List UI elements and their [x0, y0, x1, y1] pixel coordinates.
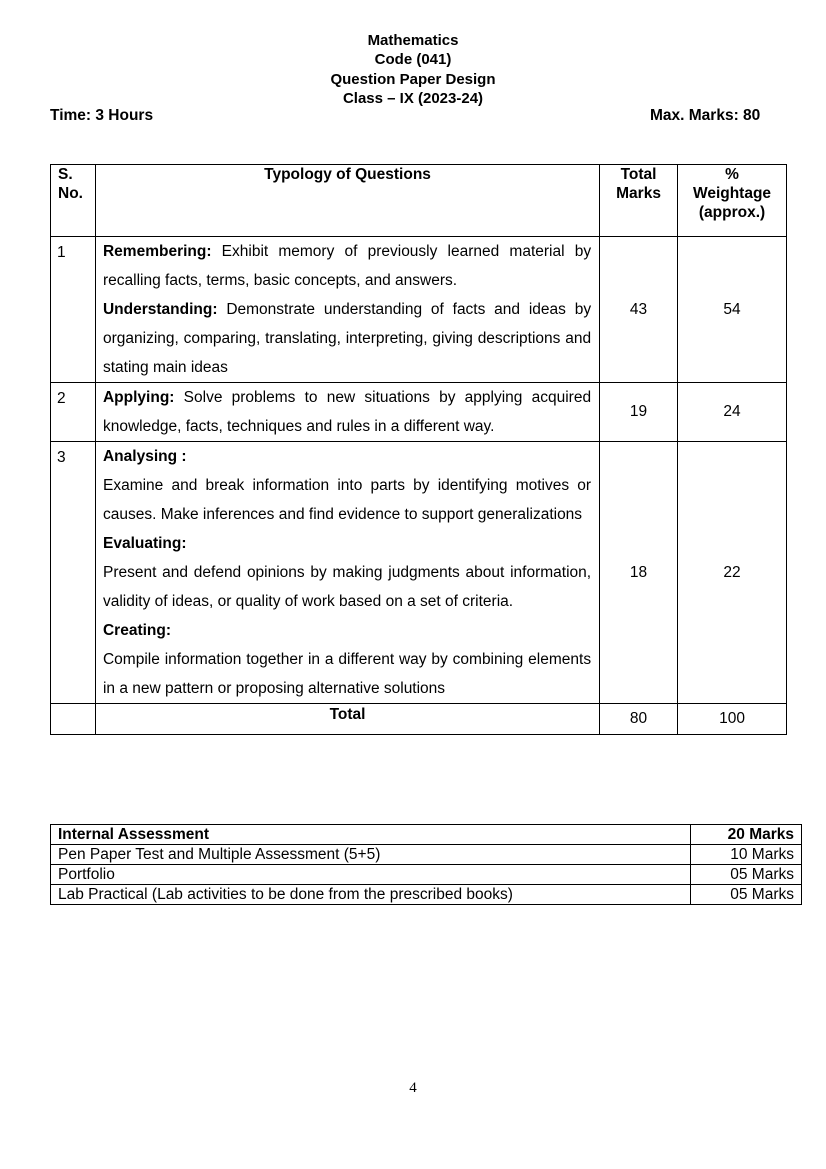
assessment-item-label: Pen Paper Test and Multiple Assessment (5+5): [51, 845, 691, 865]
table-row: [51, 845, 802, 865]
row-sno: 1: [51, 237, 96, 383]
row-description: [95, 237, 599, 383]
description-block-title: [103, 442, 591, 471]
description-block-text: Examine and break information into parts by identifying motives or causes. Make inferences and find evidence to support generalizations: [102, 477, 592, 523]
block-title: Creating:: [102, 622, 172, 639]
block-text: Demonstrate understanding of facts and ideas by organizing, comparing, translating, interpreting, giving descriptions and stating main ideas: [102, 301, 592, 376]
internal-assessment-marks: 20 Marks: [691, 825, 802, 845]
row-weightage: 22: [678, 442, 787, 704]
document-header: [0, 31, 826, 108]
header-total-marks: Total Marks: [600, 165, 678, 237]
internal-assessment-table: [50, 824, 802, 905]
assessment-item-marks: 05 Marks: [691, 885, 802, 905]
assessment-item-marks: 05 Marks: [691, 865, 802, 885]
block-title: Understanding:: [102, 301, 218, 318]
page-number: 4: [409, 1080, 417, 1096]
total-label: Total: [95, 704, 599, 735]
description-block-title: [103, 529, 591, 558]
table-header-row: [51, 165, 787, 237]
row-description: [95, 383, 599, 442]
description-block-title: [103, 616, 591, 645]
header-weightage: % Weightage (approx.): [678, 165, 787, 237]
block-title: Applying:: [102, 389, 175, 406]
class-title: Class – IX (2023-24): [342, 89, 484, 107]
header-sno: S. No.: [51, 165, 96, 237]
description-block: [103, 383, 591, 441]
time-label: Time: 3 Hours: [50, 107, 154, 124]
internal-assessment-header: [51, 825, 802, 845]
header-typology: Typology of Questions: [95, 165, 599, 237]
description-block-text: Present and defend opinions by making judgments about information, validity of ideas, or quality of work based on a set of criteria.: [102, 564, 592, 610]
question-typology-table: [50, 164, 787, 735]
block-title: Evaluating:: [102, 535, 187, 552]
max-marks-label: Max. Marks: 80: [650, 107, 761, 124]
table-row: [51, 442, 787, 704]
description-block: [103, 237, 591, 295]
block-text: Exhibit memory of previously learned material by recalling facts, terms, basic concepts, and answers.: [102, 243, 592, 289]
row-total-marks: 19: [600, 383, 678, 442]
total-marks: 80: [600, 704, 678, 735]
total-sno-empty: [51, 704, 96, 735]
total-row: [51, 704, 787, 735]
internal-assessment-title: Internal Assessment: [51, 825, 691, 845]
table-row: [51, 237, 787, 383]
table-row: [51, 865, 802, 885]
description-block: [103, 295, 591, 382]
table-row: [51, 885, 802, 905]
row-total-marks: 43: [600, 237, 678, 383]
block-title: Analysing :: [102, 448, 187, 465]
assessment-item-label: Lab Practical (Lab activities to be done from the prescribed books): [51, 885, 691, 905]
row-weightage: 54: [678, 237, 787, 383]
paper-design-title: Question Paper Design: [330, 70, 496, 88]
assessment-item-marks: 10 Marks: [691, 845, 802, 865]
row-weightage: 24: [678, 383, 787, 442]
assessment-item-label: Portfolio: [51, 865, 691, 885]
subject-title: Mathematics: [367, 32, 459, 49]
subject-code: Code (041): [374, 51, 452, 69]
description-block-text: Compile information together in a different way by combining elements in a new pattern or proposing alternative solutions: [102, 651, 592, 697]
total-weightage: 100: [678, 704, 787, 735]
table-row: [51, 383, 787, 442]
row-description: [95, 442, 599, 704]
block-title: Remembering:: [102, 243, 212, 260]
row-total-marks: 18: [600, 442, 678, 704]
block-text: Solve problems to new situations by applying acquired knowledge, facts, techniques and rules in a different way.: [102, 389, 592, 435]
row-sno: 2: [51, 383, 96, 442]
row-sno: 3: [51, 442, 96, 704]
